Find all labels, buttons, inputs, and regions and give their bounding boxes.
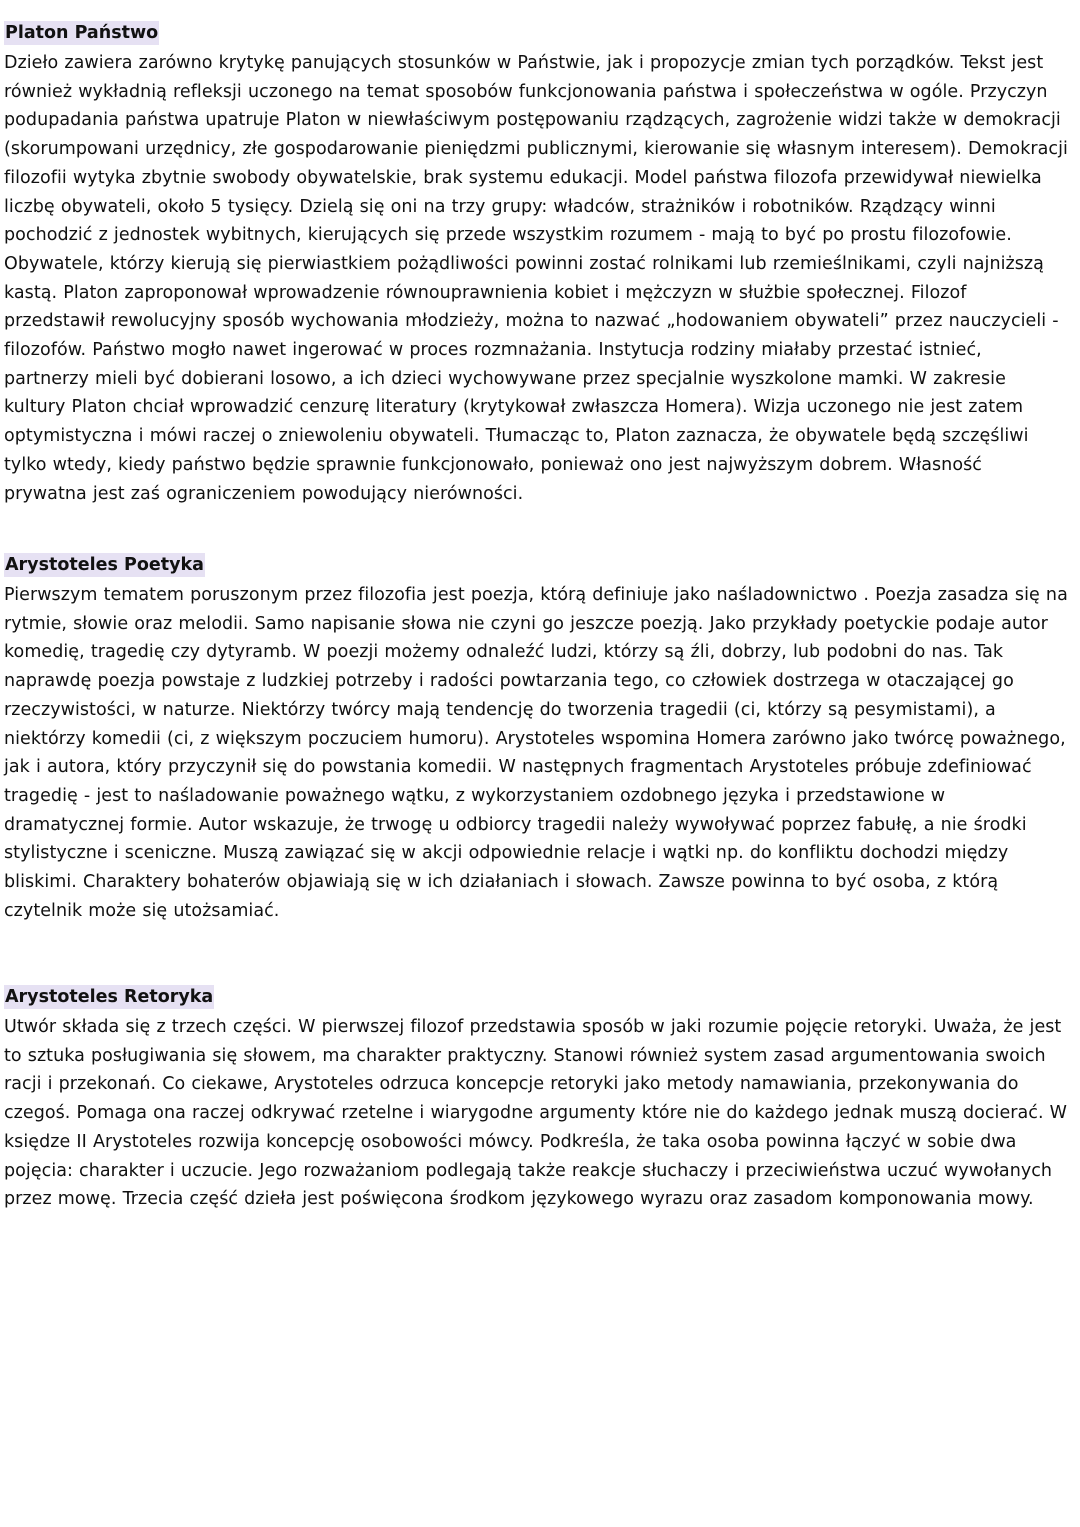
section-platon-panstwo <box>4 21 1070 508</box>
section-body: Pierwszym tematem poruszonym przez filozofia jest poezja, którą definiuje jako naśladownictwo . Poezja zasadza się na rytmie, słowie oraz melodii. Samo napisanie słowa nie czyni go jeszcze poezją. Jako przykłady poetyckie podaje autor komedię, tragedię czy dytyramb. W poezji możemy odnaleźć ludzi, którzy są źli, dobrzy, lub podobni do nas. Tak naprawdę poezja powstaje z ludzkiej potrzeby i radości powtarzania tego, co człowiek dostrzega w otaczającej go rzeczywistości, w naturze. Niektórzy twórcy mają tendencję do tworzenia tragedii (ci, którzy są pesymistami), a niektórzy komedii (ci, z większym poczuciem humoru). Arystoteles wspomina Homera zarówno jako twórcę poważnego, jak i autora, który przyczynił się do powstania komedii. W następnych fragmentach Arystoteles próbuje zdefiniować tragedię - jest to naśladowanie poważnego wątku, z wykorzystaniem ozdobnego języka i przedstawione w dramatycznej formie. Autor wskazuje, że trwogę u odbiorcy tragedii należy wywoływać poprzez fabułę, a nie środki stylistyczne i sceniczne. Muszą zawiązać się w akcji odpowiednie relacje i wątki np. do konfliktu dochodzi między bliskimi. Charaktery bohaterów objawiają się w ich działaniach i słowach. Zawsze powinna to być osoba, z którą czytelnik może się utożsamiać. <box>4 585 1068 921</box>
section-arystoteles-retoryka <box>4 985 1070 1214</box>
section-arystoteles-poetyka <box>4 553 1070 925</box>
section-title: Arystoteles Poetyka <box>5 555 204 575</box>
section-title: Arystoteles Retoryka <box>5 987 214 1007</box>
section-body: Utwór składa się z trzech części. W pierwszej filozof przedstawia sposób w jaki rozumie pojęcie retoryki. Uważa, że jest to sztuka posługiwania się słowem, ma charakter praktyczny. Stanowi również system zasad argumentowania swoich racji i przekonań. Co ciekawe, Arystoteles odrzuca koncepcje retoryki jako metody namawiania, przekonywania do czegoś. Pomaga ona raczej odkrywać rzetelne i wiarygodne argumenty które nie do każdego jednak muszą docierać. W księdze II Arystoteles rozwija koncepcję osobowości mówcy. Podkreśla, że taka osoba powinna łączyć w sobie dwa pojęcia: charakter i uczucie. Jego rozważaniom podlegają także reakcje słuchaczy i przeciwieństwa uczuć wywołanych przez mowę. Trzecia część dzieła jest poświęcona środkom językowego wyrazu oraz zasadom komponowania mowy. <box>4 1017 1068 1210</box>
section-body: Dzieło zawiera zarówno krytykę panujących stosunków w Państwie, jak i propozycje zmian tych porządków. Tekst jest również wykładnią refleksji uczonego na temat sposobów funkcjonowania państwa i społeczeństwa w ogóle. Przyczyn podupadania państwa upatruje Platon w niewłaściwym postępowaniu rządzących, zagrożenie widzi także w demokracji (skorumpowani urzędnicy, złe gospodarowanie pieniędzmi publicznymi, kierowanie się własnym interesem). Demokracji filozofii wytyka zbytnie swobody obywatelskie, brak systemu edukacji. Model państwa filozofa przewidywał niewielka liczbę obywateli, około 5 tysięcy. Dzielą się oni na trzy grupy: władców, strażników i robotników. Rządzący winni pochodzić z jednostek wybitnych, kierujących się przede wszystkim rozumem - mają to być po prostu filozofowie. Obywatele, którzy kierują się pierwiastkiem pożądliwości powinni zostać rolnikami lub rzemieślnikami, czyli najniższą kastą. Platon zaproponował wprowadzenie równouprawnienia kobiet i mężczyzn w służbie społecznej. Filozof przedstawił rewolucyjny sposób wychowania młodzieży, można to nazwać „hodowaniem obywateli” przez nauczycieli - filozofów. Państwo mogło nawet ingerować w proces rozmnażania. Instytucja rodziny miałaby przestać istnieć, partnerzy mieli być dobierani losowo, a ich dzieci wychowywane przez specjalnie wyszkolone mamki. W zakresie kultury Platon chciał wprowadzić cenzurę literatury (krytykował zwłaszcza Homera). Wizja uczonego nie jest zatem optymistyczna i mówi raczej o zniewoleniu obywateli. Tłumacząc to, Platon zaznacza, że obywatele będą szczęśliwi tylko wtedy, kiedy państwo będzie sprawnie funkcjonowało, ponieważ ono jest najwyższym dobrem. Własność prywatna jest zaś ograniczeniem powodujący nierówności. <box>4 53 1068 504</box>
section-title: Platon Państwo <box>5 23 159 43</box>
